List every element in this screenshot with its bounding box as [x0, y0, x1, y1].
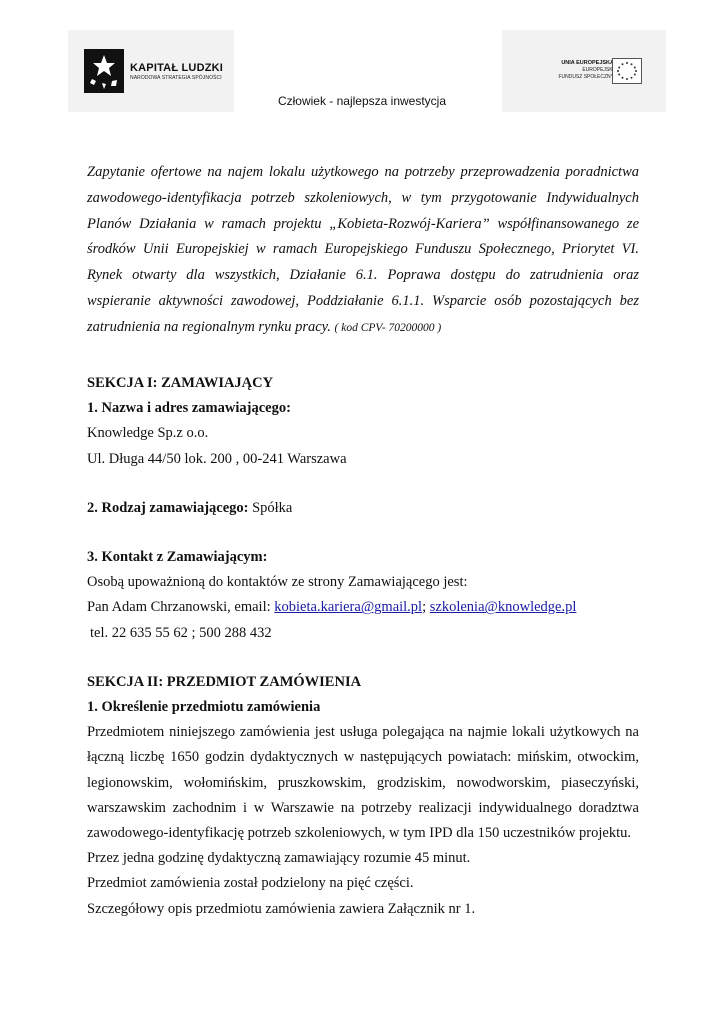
contact-phone: tel. 22 635 55 62 ; 500 288 432 [90, 624, 272, 641]
section1-item1-heading: 1. Nazwa i adres zamawiającego: [87, 400, 291, 417]
eu-flag-icon [612, 58, 642, 84]
kapital-ludzki-subtitle: NARODOWA STRATEGIA SPÓJNOŚCI [130, 74, 222, 81]
section1-item2-heading: 2. Rodzaj zamawiającego: [87, 499, 249, 516]
email-separator: ; [422, 599, 427, 616]
intro-text: Zapytanie ofertowe na najem lokalu użytkowego na potrzeby przeprowadzenia poradnictwa zawodowego-identyfikacja potrzeb szkoleniowych, w tym przygotowanie Indywidualnych Planów Działania w ramach projektu „Kobieta-Rozwój-Kariera” współfinansowanego ze środków Unii Europejskiej w ramach Europejskiego Funduszu Społecznego, Priorytet VI. Rynek otwarty dla wszystkich, Działanie 6.1. Poprawa dostępu do zatrudnienia oraz wspieranie aktywności zawodowej, Poddziałanie 6.1.1. Wsparcie osób pozostających bez zatrudnienia na regionalnym rynku pracy. [87, 164, 639, 335]
section1-item2-value: Spółka [252, 499, 293, 516]
document-body [87, 371, 639, 922]
contact-intro: Osobą upoważnioną do kontaktów ze strony Zamawiającego jest: [87, 574, 468, 591]
section2-line4: Szczegółowy opis przedmiotu zamówienia zawiera Załącznik nr 1. [87, 900, 476, 917]
eu-logo-line1: UNIA EUROPEJSKA [561, 60, 614, 66]
eu-logo-line3: FUNDUSZ SPOŁECZNY [558, 74, 614, 80]
contact-person: Pan Adam Chrzanowski, email: [87, 599, 271, 616]
section1-heading: SEKCJA I: ZAMAWIAJĄCY [87, 375, 274, 391]
section1-item3-heading: 3. Kontakt z Zamawiającym: [87, 549, 268, 566]
section2-line3: Przedmiot zamówienia został podzielony na pięć części. [87, 875, 414, 892]
intro-paragraph [87, 160, 639, 342]
eu-logo-line2: EUROPEJSKI [582, 67, 614, 73]
kapital-ludzki-title: KAPITAŁ LUDZKI [130, 61, 224, 74]
company-address: Ul. Długa 44/50 lok. 200 , 00-241 Warszawa [87, 450, 347, 467]
section2-heading: SEKCJA II: PRZEDMIOT ZAMÓWIENIA [87, 673, 362, 690]
contact-line [87, 595, 639, 620]
cpv-code: ( kod CPV- 70200000 ) [334, 321, 442, 334]
header-tagline: Człowiek - najlepsza inwestycja [277, 94, 447, 108]
email-link-szkolenia[interactable]: szkolenia@knowledge.pl [429, 599, 577, 616]
section2-item1-heading: 1. Określenie przedmiotu zamówienia [87, 699, 321, 716]
section2-paragraph: Przedmiotem niniejszego zamówienia jest usługa polegająca na najmie lokali użytkowych na łączną liczbę 1650 godzin dydaktycznych w następujących powiatach: mińskim, otwockim, legionowskim, wołomińskim, pruszkowskim, grodziskim, nowodworskim, piaseczyński, warszawskim zachodnim i w Warszawie na potrzeby realizacji indywidualnego doradztwa zawodowego-identyfikację potrzeb szkoleniowych, w tym IPD dla 150 uczestników projektu. [87, 724, 639, 842]
kapital-ludzki-emblem-icon [84, 49, 124, 93]
email-link-kariera[interactable]: kobieta.kariera@gmail.pl [274, 599, 423, 616]
section1-item2 [87, 496, 639, 521]
company-name: Knowledge Sp.z o.o. [87, 425, 209, 442]
section2-line2: Przez jedna godzinę dydaktyczną zamawiający rozumie 45 minut. [87, 850, 471, 867]
